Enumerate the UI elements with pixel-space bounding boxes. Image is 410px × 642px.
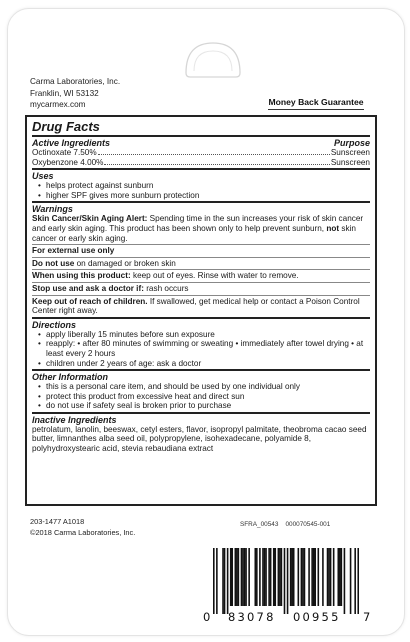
divider: [32, 135, 370, 137]
barcode-bar: [344, 548, 346, 614]
barcode-bar: [291, 548, 293, 606]
ingredient-name: Oxybenzone 4.00%: [32, 157, 104, 167]
barcode-bar: [333, 548, 335, 606]
other-information-list: [32, 382, 370, 411]
barcode-bar: [222, 548, 224, 614]
barcode-bar: [357, 548, 359, 614]
keep-out-text: If swallowed, get medical help or contact a Poison Control Center right away.: [32, 296, 360, 316]
barcode-bar: [314, 548, 316, 606]
footer-info: [30, 517, 135, 538]
barcode-bar: [327, 548, 329, 606]
barcode-check-digit: 7: [363, 610, 371, 624]
product-code: 203-1477 A1018: [30, 517, 85, 526]
list-item: • higher SPF gives more sunburn protection: [38, 191, 370, 201]
barcode-bar: [236, 548, 238, 606]
when-using-warning: [32, 269, 370, 281]
alert-text-end: skin cancer or early skin aging.: [32, 223, 356, 243]
directions-heading: Directions: [32, 319, 77, 330]
drug-facts-title: Drug Facts: [32, 119, 100, 134]
company-website: mycarmex.com: [30, 100, 86, 109]
company-city: Franklin, WI 53132: [30, 88, 99, 98]
alert-label: Skin Cancer/Skin Aging Alert:: [32, 214, 148, 224]
sfra-code: SFRA_00543: [240, 521, 279, 528]
divider: [32, 201, 370, 203]
dot-leader: [104, 164, 329, 165]
when-using-text: keep out of eyes. Rinse with water to remove.: [130, 271, 299, 281]
list-item: • children under 2 years of age: ask a doctor: [38, 359, 370, 369]
list-item: • reapply: • after 80 minutes of swimming or sweating • immediately after towel drying • at least every 2 hours: [38, 339, 370, 358]
barcode-bar: [350, 548, 352, 614]
barcode-bar: [265, 548, 267, 606]
barcode-bar: [242, 548, 244, 606]
stop-use-text: rash occurs: [143, 283, 189, 293]
ingredient-purpose: Sunscreen: [330, 148, 370, 157]
hang-hole-icon: [180, 37, 246, 79]
barcode-bar: [337, 548, 339, 606]
stop-use-label: Stop use and ask a doctor if:: [32, 283, 144, 293]
when-using-label: When using this product:: [32, 271, 131, 281]
barcode-bar: [290, 548, 292, 606]
barcode-bar: [281, 548, 283, 606]
keep-out-label: Keep out of reach of children.: [32, 296, 148, 306]
list-item: • protect this product from excessive heat and direct sun: [38, 392, 370, 402]
active-ingredient-row: [32, 158, 370, 168]
stop-use-warning: [32, 282, 370, 294]
item-codes: [240, 521, 330, 528]
barcode-bar: [256, 548, 258, 606]
barcode-bar: [259, 548, 261, 606]
copyright: ©2018 Carma Laboratories, Inc.: [30, 527, 136, 537]
barcode-bar: [270, 548, 272, 606]
list-item: • do not use if safety seal is broken prior to purchase: [38, 401, 370, 411]
barcode-bar: [318, 548, 320, 606]
keep-out-warning: [32, 295, 370, 316]
barcode-bar: [293, 548, 295, 606]
warnings-heading: Warnings: [32, 204, 73, 215]
active-ingredients-heading: Active Ingredients: [32, 138, 111, 148]
barcode-bar: [268, 548, 270, 606]
dot-leader: [98, 154, 330, 155]
do-not-use-label: Do not use: [32, 258, 75, 268]
barcode-bar: [284, 548, 286, 614]
barcode-bar: [235, 548, 237, 606]
barcode-bar: [339, 548, 341, 606]
skin-cancer-alert: [32, 214, 370, 243]
barcode-bar: [354, 548, 356, 614]
divider: [32, 412, 370, 414]
barcode-bar: [287, 548, 289, 614]
external-use-label: For external use only: [32, 246, 115, 256]
divider: [32, 317, 370, 319]
barcode-bar: [328, 548, 330, 606]
directions-list: [32, 330, 370, 368]
barcode-lead-digit: 0: [203, 610, 211, 624]
divider: [32, 369, 370, 371]
money-back-guarantee: Money Back Guarantee: [268, 96, 364, 110]
barcode-bar: [273, 548, 275, 606]
barcode-left-digits: 83078: [228, 610, 276, 624]
barcode-bar: [248, 548, 250, 606]
ingredient-purpose: Sunscreen: [330, 157, 370, 167]
barcode-bar: [264, 548, 266, 606]
barcode-bar: [238, 548, 240, 606]
barcode-bar: [341, 548, 343, 606]
upc-barcode: [203, 548, 371, 624]
barcode-bar: [301, 548, 303, 606]
do-not-use-warning: [32, 257, 370, 269]
other-information-heading: Other Information: [32, 372, 108, 383]
external-use-warning: [32, 244, 370, 256]
do-not-use-text: on damaged or broken skin: [74, 258, 176, 268]
barcode-bar: [227, 548, 229, 614]
barcode-bar: [322, 548, 324, 606]
barcode-bar: [308, 548, 310, 606]
list-item: • this is a personal care item, and should be used by one individual only: [38, 382, 370, 392]
barcode-bar: [313, 548, 315, 606]
purpose-heading: Purpose: [333, 138, 370, 148]
inactive-ingredients-heading: Inactive Ingredients: [32, 414, 117, 425]
barcode-bar: [298, 548, 300, 606]
barcode-icon: [213, 548, 359, 614]
barcode-right-digits: 00955: [293, 610, 341, 624]
item-number: 000070545-001: [285, 521, 331, 528]
divider: [32, 168, 370, 170]
uses-heading: Uses: [32, 171, 54, 182]
list-item: • helps protect against sunburn: [38, 181, 370, 191]
inactive-ingredients-text: petrolatum, lanolin, beeswax, cetyl esters, flavor, isopropyl palmitate, theobroma cacao seed butter, limnanthes alba seed oil, polypropylene, isohexadecane, polyamide 8, polyhydroxystearic acid, stevia rebaudiana extract: [32, 424, 367, 454]
barcode-bar: [224, 548, 226, 614]
uses-list: [32, 181, 370, 200]
barcode-bar: [278, 548, 280, 606]
barcode-bar: [230, 548, 232, 606]
list-item: • apply liberally 15 minutes before sun exposure: [38, 330, 370, 340]
drug-facts-panel: [25, 115, 377, 506]
barcode-bar: [274, 548, 276, 606]
barcode-bar: [330, 548, 332, 606]
barcode-bar: [231, 548, 233, 606]
alert-text: Spending time in the sun increases your risk of skin cancer and early skin aging. This product has been shown only to help prevent sunburn,: [32, 214, 364, 233]
barcode-bar: [245, 548, 247, 606]
alert-not: not: [326, 223, 340, 233]
barcode-bar: [244, 548, 246, 606]
active-ingredient-row: [32, 148, 370, 158]
barcode-bar: [311, 548, 313, 606]
barcode-bar: [213, 548, 215, 614]
active-ingredients-header: [32, 138, 370, 148]
barcode-bar: [304, 548, 306, 606]
barcode-bar: [302, 548, 304, 606]
company-name: Carma Laboratories, Inc.: [30, 77, 121, 86]
barcode-bar: [279, 548, 281, 606]
barcode-bar: [262, 548, 264, 606]
barcode-bar: [254, 548, 256, 606]
barcode-bar: [216, 548, 218, 614]
barcode-bar: [241, 548, 243, 606]
company-address: [30, 76, 120, 111]
ingredient-name: Octinoxate 7.50%: [32, 148, 97, 157]
